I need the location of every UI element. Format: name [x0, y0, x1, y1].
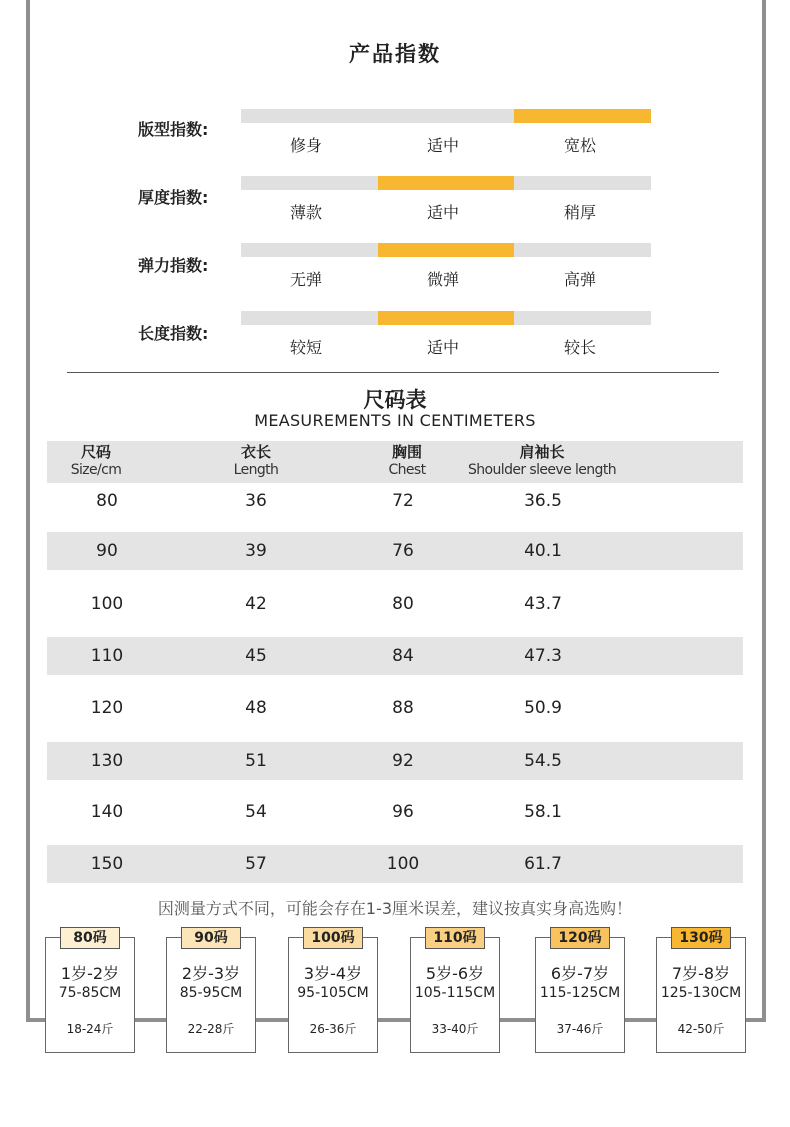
cell-length: 48: [245, 698, 267, 718]
cell-size: 120: [90, 698, 124, 718]
cell-length: 39: [245, 541, 267, 561]
column-header-en: Shoulder sleeve length: [468, 462, 616, 478]
cell-chest: 96: [392, 802, 414, 822]
cell-size: 130: [90, 751, 124, 771]
cell-size: 150: [90, 854, 124, 874]
card-height: 125-130CM: [660, 985, 742, 1001]
cell-sleeve: 36.5: [524, 491, 562, 511]
cell-sleeve: 43.7: [524, 594, 562, 614]
index-option: 适中: [426, 338, 459, 357]
card-height: 105-115CM: [414, 985, 496, 1001]
cell-size: 100: [90, 594, 124, 614]
card-height: 115-125CM: [539, 985, 621, 1001]
card-weight: 18-24斤: [66, 1022, 114, 1036]
cell-sleeve: 40.1: [524, 541, 562, 561]
column-header-size: [61, 443, 131, 479]
size-badge: 80码: [60, 927, 120, 949]
cell-size: 140: [90, 802, 124, 822]
index-option: 较短: [289, 338, 322, 357]
index-option: 修身: [289, 136, 322, 155]
size-table-title: 尺码表: [363, 388, 427, 412]
index-bar-fill: [378, 243, 515, 257]
card-age: 1岁-2岁: [60, 964, 120, 983]
size-card: [45, 930, 135, 1053]
size-card: [166, 930, 256, 1053]
cell-length: 51: [245, 751, 267, 771]
index-bar-thickness: [241, 176, 651, 190]
size-card: [410, 930, 500, 1053]
card-height: 95-105CM: [297, 985, 369, 1001]
column-header-sleeve: [457, 443, 627, 479]
section-divider: [67, 372, 719, 373]
index-option: 较长: [563, 338, 596, 357]
cell-sleeve: 61.7: [524, 854, 562, 874]
table-row: [47, 585, 743, 623]
index-bar-fill: [514, 109, 651, 123]
index-option: 宽松: [563, 136, 596, 155]
size-card: [288, 930, 378, 1053]
column-header-cn: 尺码: [80, 443, 111, 461]
index-label-length: 长度指数:: [138, 324, 209, 343]
cell-chest: 72: [392, 491, 414, 511]
size-card: [656, 930, 746, 1053]
size-card: [535, 930, 625, 1053]
cell-sleeve: 50.9: [524, 698, 562, 718]
column-header-en: Chest: [388, 462, 426, 478]
frame-bottom-border: [26, 1018, 766, 1022]
card-height: 75-85CM: [58, 985, 122, 1001]
size-badge: 110码: [425, 927, 485, 949]
card-weight: 22-28斤: [187, 1022, 235, 1036]
column-header-cn: 肩袖长: [519, 443, 565, 461]
card-age: 7岁-8岁: [671, 964, 731, 983]
card-weight: 33-40斤: [431, 1022, 479, 1036]
card-weight: 37-46斤: [556, 1022, 604, 1036]
card-height: 85-95CM: [179, 985, 243, 1001]
column-header-chest: [372, 443, 442, 479]
table-row: [47, 637, 743, 675]
cell-length: 54: [245, 802, 267, 822]
cell-sleeve: 58.1: [524, 802, 562, 822]
table-row: [47, 793, 743, 831]
card-age: 3岁-4岁: [303, 964, 363, 983]
table-row: [47, 845, 743, 883]
cell-chest: 76: [392, 541, 414, 561]
cell-size: 80: [96, 491, 118, 511]
index-label-elasticity: 弹力指数:: [138, 256, 209, 275]
index-option: 适中: [426, 136, 459, 155]
cell-length: 42: [245, 594, 267, 614]
cell-size: 110: [90, 646, 124, 666]
column-header-cn: 胸围: [391, 443, 422, 461]
cell-length: 45: [245, 646, 267, 666]
frame-left-border: [26, 0, 30, 1020]
measurement-note: 因测量方式不同，可能会存在1-3厘米误差，建议按真实身高选购！: [157, 899, 633, 918]
cell-sleeve: 54.5: [524, 751, 562, 771]
card-age: 6岁-7岁: [550, 964, 610, 983]
index-bar-fill: [378, 176, 515, 190]
column-header-en: Size/cm: [70, 462, 122, 478]
frame-right-border: [762, 0, 766, 1020]
cell-chest: 100: [386, 854, 420, 874]
card-age: 2岁-3岁: [181, 964, 241, 983]
card-weight: 42-50斤: [677, 1022, 725, 1036]
size-badge: 120码: [550, 927, 610, 949]
card-age: 5岁-6岁: [425, 964, 485, 983]
column-header-length: [216, 443, 296, 479]
cell-chest: 88: [392, 698, 414, 718]
cell-chest: 80: [392, 594, 414, 614]
cell-length: 57: [245, 854, 267, 874]
table-row: [47, 742, 743, 780]
product-index-title: 产品指数: [349, 42, 441, 66]
index-bar-fit: [241, 109, 651, 123]
index-option: 微弹: [426, 270, 459, 289]
cell-chest: 92: [392, 751, 414, 771]
index-option: 高弹: [563, 270, 596, 289]
card-weight: 26-36斤: [309, 1022, 357, 1036]
index-option: 稍厚: [563, 203, 596, 222]
table-row: [47, 689, 743, 727]
table-row: [47, 532, 743, 570]
index-bar-elasticity: [241, 243, 651, 257]
size-table-subtitle: MEASUREMENTS IN CENTIMETERS: [254, 411, 536, 430]
index-bar-length: [241, 311, 651, 325]
cell-sleeve: 47.3: [524, 646, 562, 666]
size-badge: 90码: [181, 927, 241, 949]
size-badge: 130码: [671, 927, 731, 949]
index-option: 薄款: [289, 203, 322, 222]
column-header-en: Length: [233, 462, 279, 478]
index-option: 适中: [426, 203, 459, 222]
index-option: 无弹: [289, 270, 322, 289]
index-bar-fill: [378, 311, 515, 325]
cell-chest: 84: [392, 646, 414, 666]
index-label-fit: 版型指数:: [138, 120, 209, 139]
column-header-cn: 衣长: [240, 443, 271, 461]
size-table-header: [47, 441, 743, 483]
index-label-thickness: 厚度指数:: [138, 188, 209, 207]
table-row: [47, 482, 743, 520]
size-badge: 100码: [303, 927, 363, 949]
cell-length: 36: [245, 491, 267, 511]
cell-size: 90: [96, 541, 118, 561]
